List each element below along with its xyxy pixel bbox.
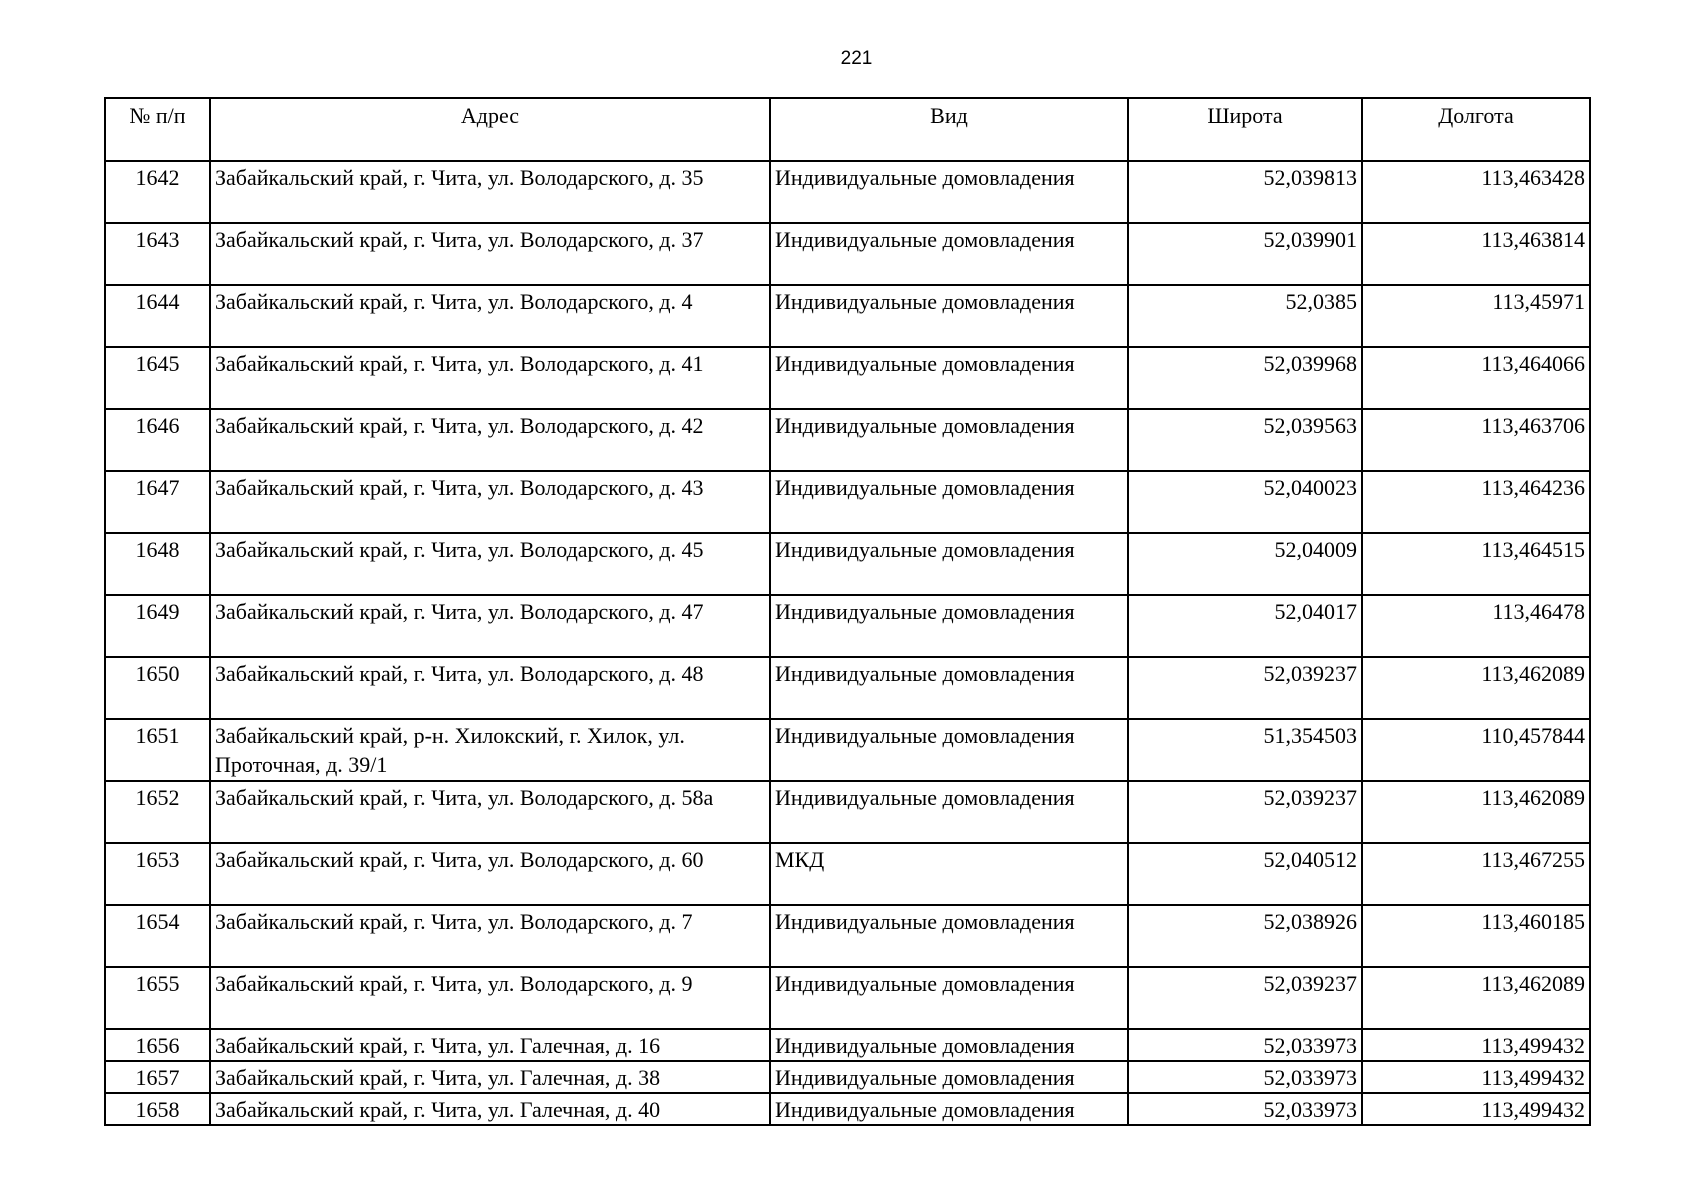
table-row [105, 471, 1590, 533]
row-type: Индивидуальные домовладения [770, 471, 1128, 533]
table-row [105, 905, 1590, 967]
header-address: Адрес [210, 98, 770, 161]
row-type: Индивидуальные домовладения [770, 1093, 1128, 1125]
row-lat: 52,040023 [1128, 471, 1362, 533]
row-address: Забайкальский край, г. Чита, ул. Галечная, д. 40 [210, 1093, 770, 1125]
row-lon: 113,464066 [1362, 347, 1590, 409]
row-lon: 113,463706 [1362, 409, 1590, 471]
row-lat: 52,039563 [1128, 409, 1362, 471]
row-address: Забайкальский край, г. Чита, ул. Володарского, д. 4 [210, 285, 770, 347]
row-type: Индивидуальные домовладения [770, 905, 1128, 967]
row-lon: 113,467255 [1362, 843, 1590, 905]
row-lat: 51,354503 [1128, 719, 1362, 781]
row-lon: 113,46478 [1362, 595, 1590, 657]
table-row [105, 347, 1590, 409]
row-address: Забайкальский край, г. Чита, ул. Володарского, д. 48 [210, 657, 770, 719]
row-lon: 110,457844 [1362, 719, 1590, 781]
row-lon: 113,460185 [1362, 905, 1590, 967]
table-row [105, 843, 1590, 905]
table-row [105, 223, 1590, 285]
row-lat: 52,0385 [1128, 285, 1362, 347]
row-type: Индивидуальные домовладения [770, 285, 1128, 347]
header-lat: Широта [1128, 98, 1362, 161]
row-type: Индивидуальные домовладения [770, 533, 1128, 595]
row-lon: 113,462089 [1362, 967, 1590, 1029]
address-table [104, 97, 1591, 1126]
row-type: Индивидуальные домовладения [770, 161, 1128, 223]
row-address: Забайкальский край, г. Чита, ул. Володарского, д. 7 [210, 905, 770, 967]
row-num: 1650 [105, 657, 210, 719]
row-lat: 52,04017 [1128, 595, 1362, 657]
row-type: Индивидуальные домовладения [770, 595, 1128, 657]
header-type: Вид [770, 98, 1128, 161]
row-num: 1652 [105, 781, 210, 843]
row-lon: 113,499432 [1362, 1093, 1590, 1125]
row-address: Забайкальский край, г. Чита, ул. Володарского, д. 42 [210, 409, 770, 471]
row-lon: 113,463428 [1362, 161, 1590, 223]
row-num: 1644 [105, 285, 210, 347]
row-lon: 113,499432 [1362, 1029, 1590, 1061]
row-lon: 113,463814 [1362, 223, 1590, 285]
page-number: 221 [840, 48, 873, 69]
row-lat: 52,039237 [1128, 657, 1362, 719]
row-lat: 52,033973 [1128, 1093, 1362, 1125]
row-type: Индивидуальные домовладения [770, 223, 1128, 285]
row-lat: 52,039968 [1128, 347, 1362, 409]
row-num: 1656 [105, 1029, 210, 1061]
row-lon: 113,499432 [1362, 1061, 1590, 1093]
row-num: 1657 [105, 1061, 210, 1093]
row-type: Индивидуальные домовладения [770, 1029, 1128, 1061]
row-lat: 52,039813 [1128, 161, 1362, 223]
table-row [105, 719, 1590, 781]
row-address: Забайкальский край, г. Чита, ул. Галечная, д. 16 [210, 1029, 770, 1061]
row-num: 1658 [105, 1093, 210, 1125]
row-address: Забайкальский край, г. Чита, ул. Галечная, д. 38 [210, 1061, 770, 1093]
table-row [105, 285, 1590, 347]
row-address: Забайкальский край, р-н. Хилокский, г. Хилок, ул. Проточная, д. 39/1 [210, 719, 770, 781]
row-address: Забайкальский край, г. Чита, ул. Володарского, д. 37 [210, 223, 770, 285]
row-type: МКД [770, 843, 1128, 905]
row-num: 1643 [105, 223, 210, 285]
row-num: 1646 [105, 409, 210, 471]
table-header-row [105, 98, 1590, 161]
row-num: 1647 [105, 471, 210, 533]
row-num: 1645 [105, 347, 210, 409]
row-lat: 52,039237 [1128, 967, 1362, 1029]
row-address: Забайкальский край, г. Чита, ул. Володарского, д. 58а [210, 781, 770, 843]
row-num: 1648 [105, 533, 210, 595]
table-row [105, 409, 1590, 471]
row-lat: 52,033973 [1128, 1061, 1362, 1093]
row-type: Индивидуальные домовладения [770, 409, 1128, 471]
row-num: 1642 [105, 161, 210, 223]
row-lon: 113,45971 [1362, 285, 1590, 347]
row-lat: 52,039901 [1128, 223, 1362, 285]
row-num: 1649 [105, 595, 210, 657]
row-lon: 113,462089 [1362, 781, 1590, 843]
row-lat: 52,033973 [1128, 1029, 1362, 1061]
row-type: Индивидуальные домовладения [770, 347, 1128, 409]
row-type: Индивидуальные домовладения [770, 781, 1128, 843]
table-row [105, 1093, 1590, 1125]
row-address: Забайкальский край, г. Чита, ул. Володарского, д. 9 [210, 967, 770, 1029]
row-lat: 52,039237 [1128, 781, 1362, 843]
row-lat: 52,04009 [1128, 533, 1362, 595]
row-address: Забайкальский край, г. Чита, ул. Володарского, д. 41 [210, 347, 770, 409]
row-address: Забайкальский край, г. Чита, ул. Володарского, д. 45 [210, 533, 770, 595]
row-num: 1655 [105, 967, 210, 1029]
table-row [105, 657, 1590, 719]
row-type: Индивидуальные домовладения [770, 719, 1128, 781]
table-row [105, 533, 1590, 595]
row-address: Забайкальский край, г. Чита, ул. Володарского, д. 47 [210, 595, 770, 657]
table-row [105, 161, 1590, 223]
row-address: Забайкальский край, г. Чита, ул. Володарского, д. 35 [210, 161, 770, 223]
header-lon: Долгота [1362, 98, 1590, 161]
table-row [105, 595, 1590, 657]
row-address: Забайкальский край, г. Чита, ул. Володарского, д. 43 [210, 471, 770, 533]
row-type: Индивидуальные домовладения [770, 657, 1128, 719]
table-row [105, 1061, 1590, 1093]
table-row [105, 1029, 1590, 1061]
table-row [105, 967, 1590, 1029]
row-num: 1654 [105, 905, 210, 967]
row-lat: 52,038926 [1128, 905, 1362, 967]
table-row [105, 781, 1590, 843]
row-num: 1651 [105, 719, 210, 781]
row-lon: 113,462089 [1362, 657, 1590, 719]
row-type: Индивидуальные домовладения [770, 967, 1128, 1029]
row-lat: 52,040512 [1128, 843, 1362, 905]
row-lon: 113,464236 [1362, 471, 1590, 533]
row-address: Забайкальский край, г. Чита, ул. Володарского, д. 60 [210, 843, 770, 905]
row-type: Индивидуальные домовладения [770, 1061, 1128, 1093]
header-num: № п/п [105, 98, 210, 161]
row-lon: 113,464515 [1362, 533, 1590, 595]
row-num: 1653 [105, 843, 210, 905]
